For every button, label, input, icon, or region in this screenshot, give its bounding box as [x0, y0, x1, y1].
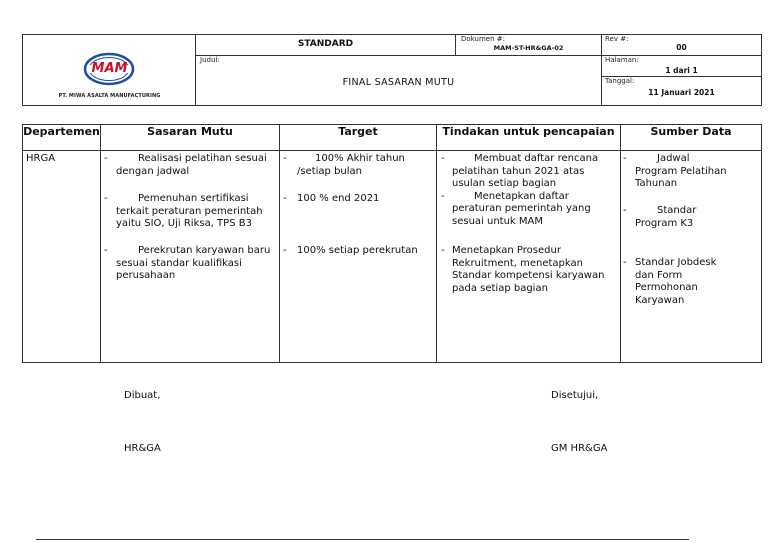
made-label: Dibuat,: [124, 390, 161, 401]
sumber-item-1-line3: Tahunan: [635, 178, 678, 189]
bullet-dash: -: [104, 245, 108, 256]
column-header-departemen: Departemen: [23, 125, 100, 138]
tindakan-item-3-line2: Rekruitment, menetapkan: [452, 257, 583, 269]
column-header-tindakan: Tindakan untuk pencapaian: [442, 125, 615, 138]
bullet-dash: -: [283, 153, 287, 164]
bullet-dash: -: [623, 257, 627, 268]
tindakan-item-2-line3: sesuai untuk MAM: [452, 215, 543, 227]
judul-label: Judul:: [200, 56, 220, 64]
dokumen-label: Dokumen #:: [461, 35, 505, 43]
target-item-1-line2: /setiap bulan: [297, 165, 363, 177]
column-header-sumber-data: Sumber Data: [650, 125, 732, 138]
document-title: FINAL SASARAN MUTU: [342, 77, 455, 88]
dokumen-value: MAM-ST-HR&GA-02: [493, 44, 564, 52]
halaman-value: 1 dari 1: [665, 66, 698, 75]
sasaran-item-2-line2: terkait peraturan pemerintah: [116, 205, 263, 217]
halaman-label: Halaman:: [605, 56, 639, 64]
sumber-item-3-line2: dan Form: [635, 269, 683, 281]
target-item-3: 100% setiap perekrutan: [297, 245, 418, 256]
bullet-dash: -: [441, 190, 445, 202]
sumber-item-2-line2: Program K3: [635, 217, 694, 229]
column-divider: [279, 125, 280, 362]
column-header-target: Target: [338, 125, 378, 138]
footer-rule: [36, 539, 689, 540]
header-divider: [195, 55, 761, 56]
target-item-2: 100 % end 2021: [297, 193, 380, 204]
column-divider: [436, 125, 437, 362]
logo-text: MAM: [91, 61, 128, 76]
column-header-sasaran-mutu: Sasaran Mutu: [147, 125, 233, 138]
sasaran-item-1-line2: dengan jadwal: [116, 165, 190, 177]
sasaran-item-3-line3: perusahaan: [116, 270, 176, 281]
bullet-dash: -: [104, 193, 108, 204]
sasaran-item-2-line3: yaitu SIO, Uji Riksa, TPS B3: [116, 218, 252, 229]
standard-label: STANDARD: [297, 39, 354, 49]
tindakan-item-3-line4: pada setiap bagian: [452, 282, 548, 294]
sumber-item-1-line2: Program Pelatihan: [635, 165, 727, 177]
sumber-item-3-line1: Standar Jobdesk: [635, 257, 717, 268]
sasaran-item-1-line1: Realisasi pelatihan sesuai: [138, 153, 267, 164]
sumber-item-1-line1: Jadwal: [657, 153, 690, 164]
tindakan-item-3-line3: Standar kompetensi karyawan: [452, 270, 605, 281]
sumber-item-3-line4: Karyawan: [635, 294, 685, 306]
sumber-item-3-line3: Permohonan: [635, 282, 698, 293]
bullet-dash: -: [104, 153, 108, 164]
department-value: HRGA: [26, 153, 56, 164]
bullet-dash: -: [283, 193, 287, 204]
tindakan-item-2-line1: Menetapkan daftar: [474, 190, 569, 202]
header-row-divider: [23, 150, 761, 151]
bullet-dash: -: [623, 153, 627, 164]
tanggal-value: 11 Januari 2021: [648, 88, 715, 97]
approved-label: Disetujui,: [551, 390, 599, 401]
tindakan-item-1-line3: usulan setiap bagian: [452, 178, 557, 189]
company-logo: [23, 35, 196, 105]
rev-value: 00: [676, 43, 687, 52]
column-divider: [620, 125, 621, 362]
tindakan-item-3-line1: Menetapkan Prosedur: [452, 245, 561, 256]
bullet-dash: -: [441, 153, 445, 164]
tanggal-label: Tanggal:: [605, 77, 635, 85]
bullet-dash: -: [283, 245, 287, 256]
approved-by: GM HR&GA: [551, 443, 608, 454]
sasaran-item-3-line1: Perekrutan karyawan baru: [138, 245, 271, 256]
tindakan-item-1-line1: Membuat daftar rencana: [474, 153, 599, 164]
tindakan-item-2-line2: peraturan pemerintah yang: [452, 203, 591, 214]
bullet-dash: -: [441, 245, 445, 256]
document-header: [22, 34, 762, 106]
target-item-1-line1: 100% Akhir tahun: [315, 153, 405, 164]
sasaran-mutu-table: [22, 124, 762, 363]
sumber-item-2-line1: Standar: [657, 205, 697, 216]
column-divider: [100, 125, 101, 362]
company-name: PT. MIWA ASALTA MANUFACTURING: [58, 93, 161, 99]
sasaran-item-2-line1: Pemenuhan sertifikasi: [138, 193, 249, 204]
sasaran-item-3-line2: sesuai standar kualifikasi: [116, 257, 242, 269]
rev-label: Rev #:: [605, 35, 629, 43]
bullet-dash: -: [623, 205, 627, 216]
made-by: HR&GA: [124, 443, 161, 454]
tindakan-item-1-line2: pelatihan tahun 2021 atas: [452, 165, 585, 177]
